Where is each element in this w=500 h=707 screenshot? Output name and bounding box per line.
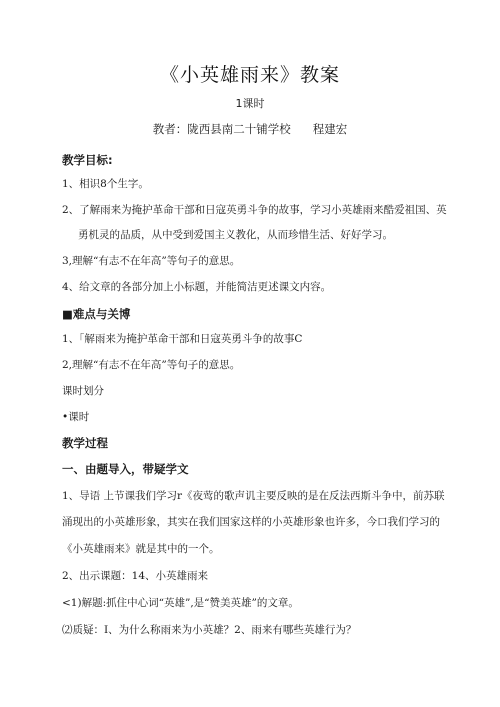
process-item-2-1: <1)解题:抓住中心词“英雄”,是“赞美英雄”的文章。 (62, 597, 299, 609)
difficulty-item-1: 1、「解雨来为掩护革命干部和日寇英勇斗争的故事C (62, 333, 303, 345)
process-item-2-2: ⑵质疑：I、为什么称雨来为小英雄？2、雨来有哪些英雄行为？ (62, 624, 357, 636)
goal-item-4: 4、给文章的各部分加上小标题，并能简洁更述课文内容。 (62, 281, 332, 293)
process-heading: 教学过程 (62, 436, 108, 450)
goal-item-2: 2、了解雨来为掩护革命干部和日寇英勇斗争的故事，学习小英雄雨来酷爱祖国、英 (62, 204, 447, 216)
difficulty-heading: ■难点与关博 (62, 307, 131, 321)
teacher-line: 教者：陇西县南二十铺学校 程建宏 (152, 122, 348, 136)
process-item-1-cont-a: 涌现出的小英雄形象，其实在我们国家这样的小英雄形象也许多，今口我们学习的 (62, 516, 440, 528)
goal-item-1: 1、相识8个生字。 (62, 178, 149, 190)
process-section-1: 一、由题导入，带疑学文 (62, 462, 189, 476)
process-item-1: 1、导语 上节课我们学习r《夜莺的歌声讥主要反映的是在反法西斯斗争中，前苏联 (62, 490, 445, 502)
process-item-1-cont-b: 《小英雄雨来》就是其中的一个。 (62, 543, 220, 555)
lesson-count: 1课时 (235, 97, 265, 110)
difficulty-item-2: 2,理解“有志不在年高”等句子的意思。 (62, 359, 241, 371)
goal-item-2-cont: 勇机灵的品质，从中受到爱国主义教化，从而珍惜生活、好好学习。 (78, 229, 393, 241)
page-title: 《小英雄雨来》教案 (159, 64, 340, 86)
process-item-2: 2、出示课题：14、小英雄雨来 (62, 570, 209, 582)
schedule-item: •课时 (62, 411, 90, 423)
goals-heading: 教学目标: (62, 153, 113, 167)
schedule-heading: 课时划分 (62, 385, 104, 397)
goal-item-3: 3,理解“有志不在年高”等句子的意思。 (62, 255, 241, 267)
